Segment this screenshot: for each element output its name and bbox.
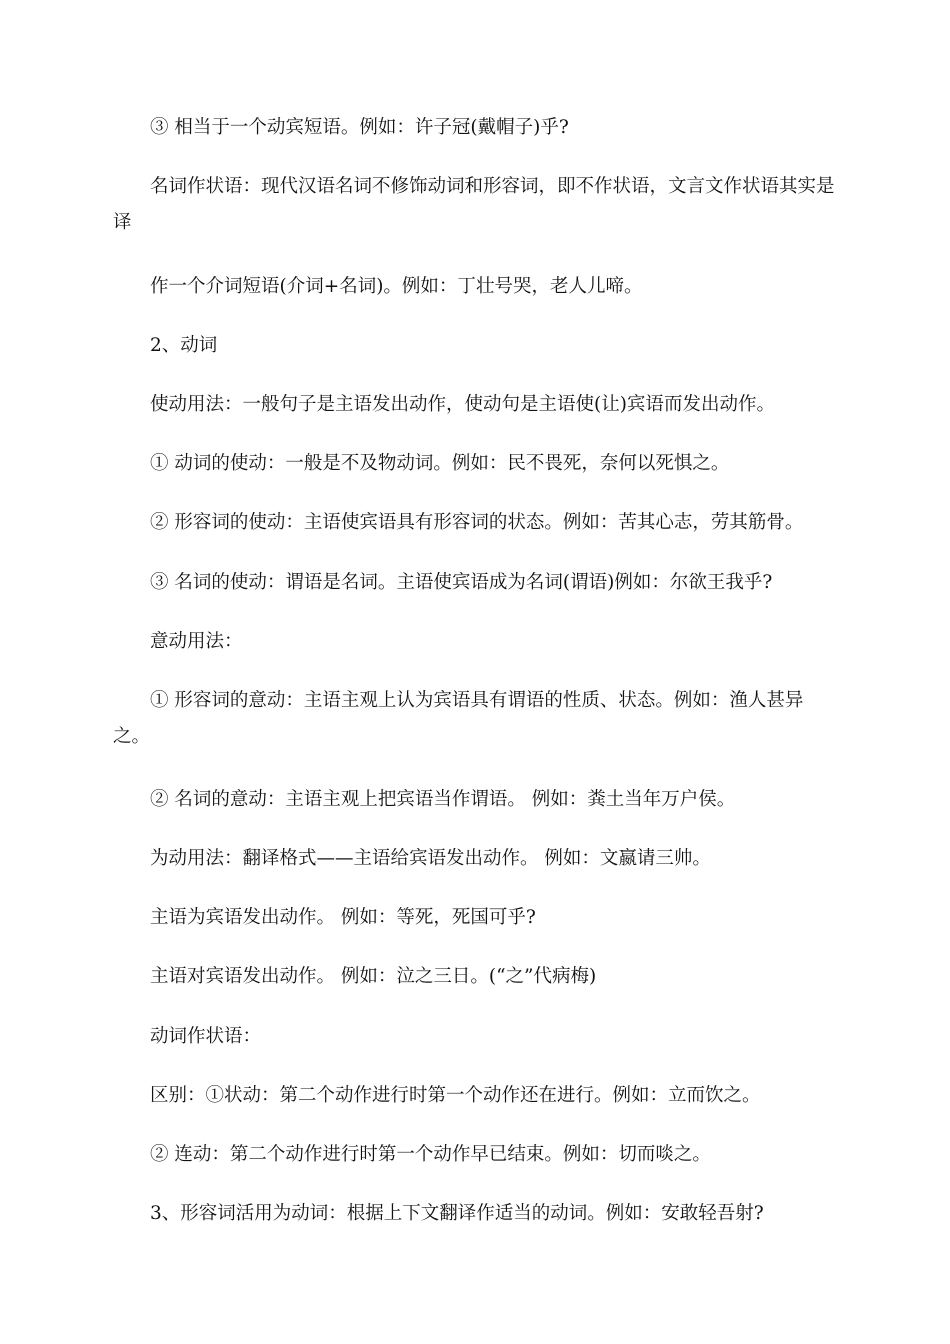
section-heading: 2、动词 xyxy=(150,335,218,356)
paragraph: 作一个介词短语(介词+名词)。例如：丁壮号哭，老人儿啼。 xyxy=(150,276,643,297)
paragraph: 意动用法： xyxy=(150,631,243,652)
paragraph: ③ 相当于一个动宾短语。例如：许子冠(戴帽子)乎? xyxy=(150,117,569,138)
paragraph: 使动用法：一般句子是主语发出动作，使动句是主语使(让)宾语而发出动作。 xyxy=(150,394,775,415)
paragraph: ① 形容词的意动：主语主观上认为宾语具有谓语的性质、状态。例如：渔人甚异之。 xyxy=(113,690,804,747)
paragraph: 动词作状语： xyxy=(150,1026,262,1047)
paragraph: ① 动词的使动：一般是不及物动词。例如：民不畏死，奈何以死惧之。 xyxy=(150,453,730,474)
paragraph: ② 连动：第二个动作进行时第一个动作早已结束。例如：切而啖之。 xyxy=(150,1144,711,1165)
paragraph: 主语对宾语发出动作。 例如：泣之三日。(“之”代病梅) xyxy=(150,966,597,987)
paragraph: ② 形容词的使动：主语使宾语具有形容词的状态。例如：苦其心志，劳其筋骨。 xyxy=(150,512,804,533)
paragraph: 主语为宾语发出动作。 例如：等死，死国可乎? xyxy=(150,907,536,928)
paragraph: ③ 名词的使动：谓语是名词。主语使宾语成为名词(谓语)例如：尔欲王我乎? xyxy=(150,572,773,593)
paragraph: 区别：①状动：第二个动作进行时第一个动作还在进行。例如：立而饮之。 xyxy=(150,1085,761,1106)
paragraph: ② 名词的意动：主语主观上把宾语当作谓语。 例如：粪土当年万户侯。 xyxy=(150,789,736,810)
paragraph: 名词作状语：现代汉语名词不修饰动词和形容词，即不作状语，文言文作状语其实是译 xyxy=(113,176,835,233)
section-heading: 3、形容词活用为动词：根据上下文翻译作适当的动词。例如：安敢轻吾射? xyxy=(150,1203,764,1224)
paragraph: 为动用法：翻译格式——主语给宾语发出动作。 例如：文嬴请三帅。 xyxy=(150,848,711,869)
